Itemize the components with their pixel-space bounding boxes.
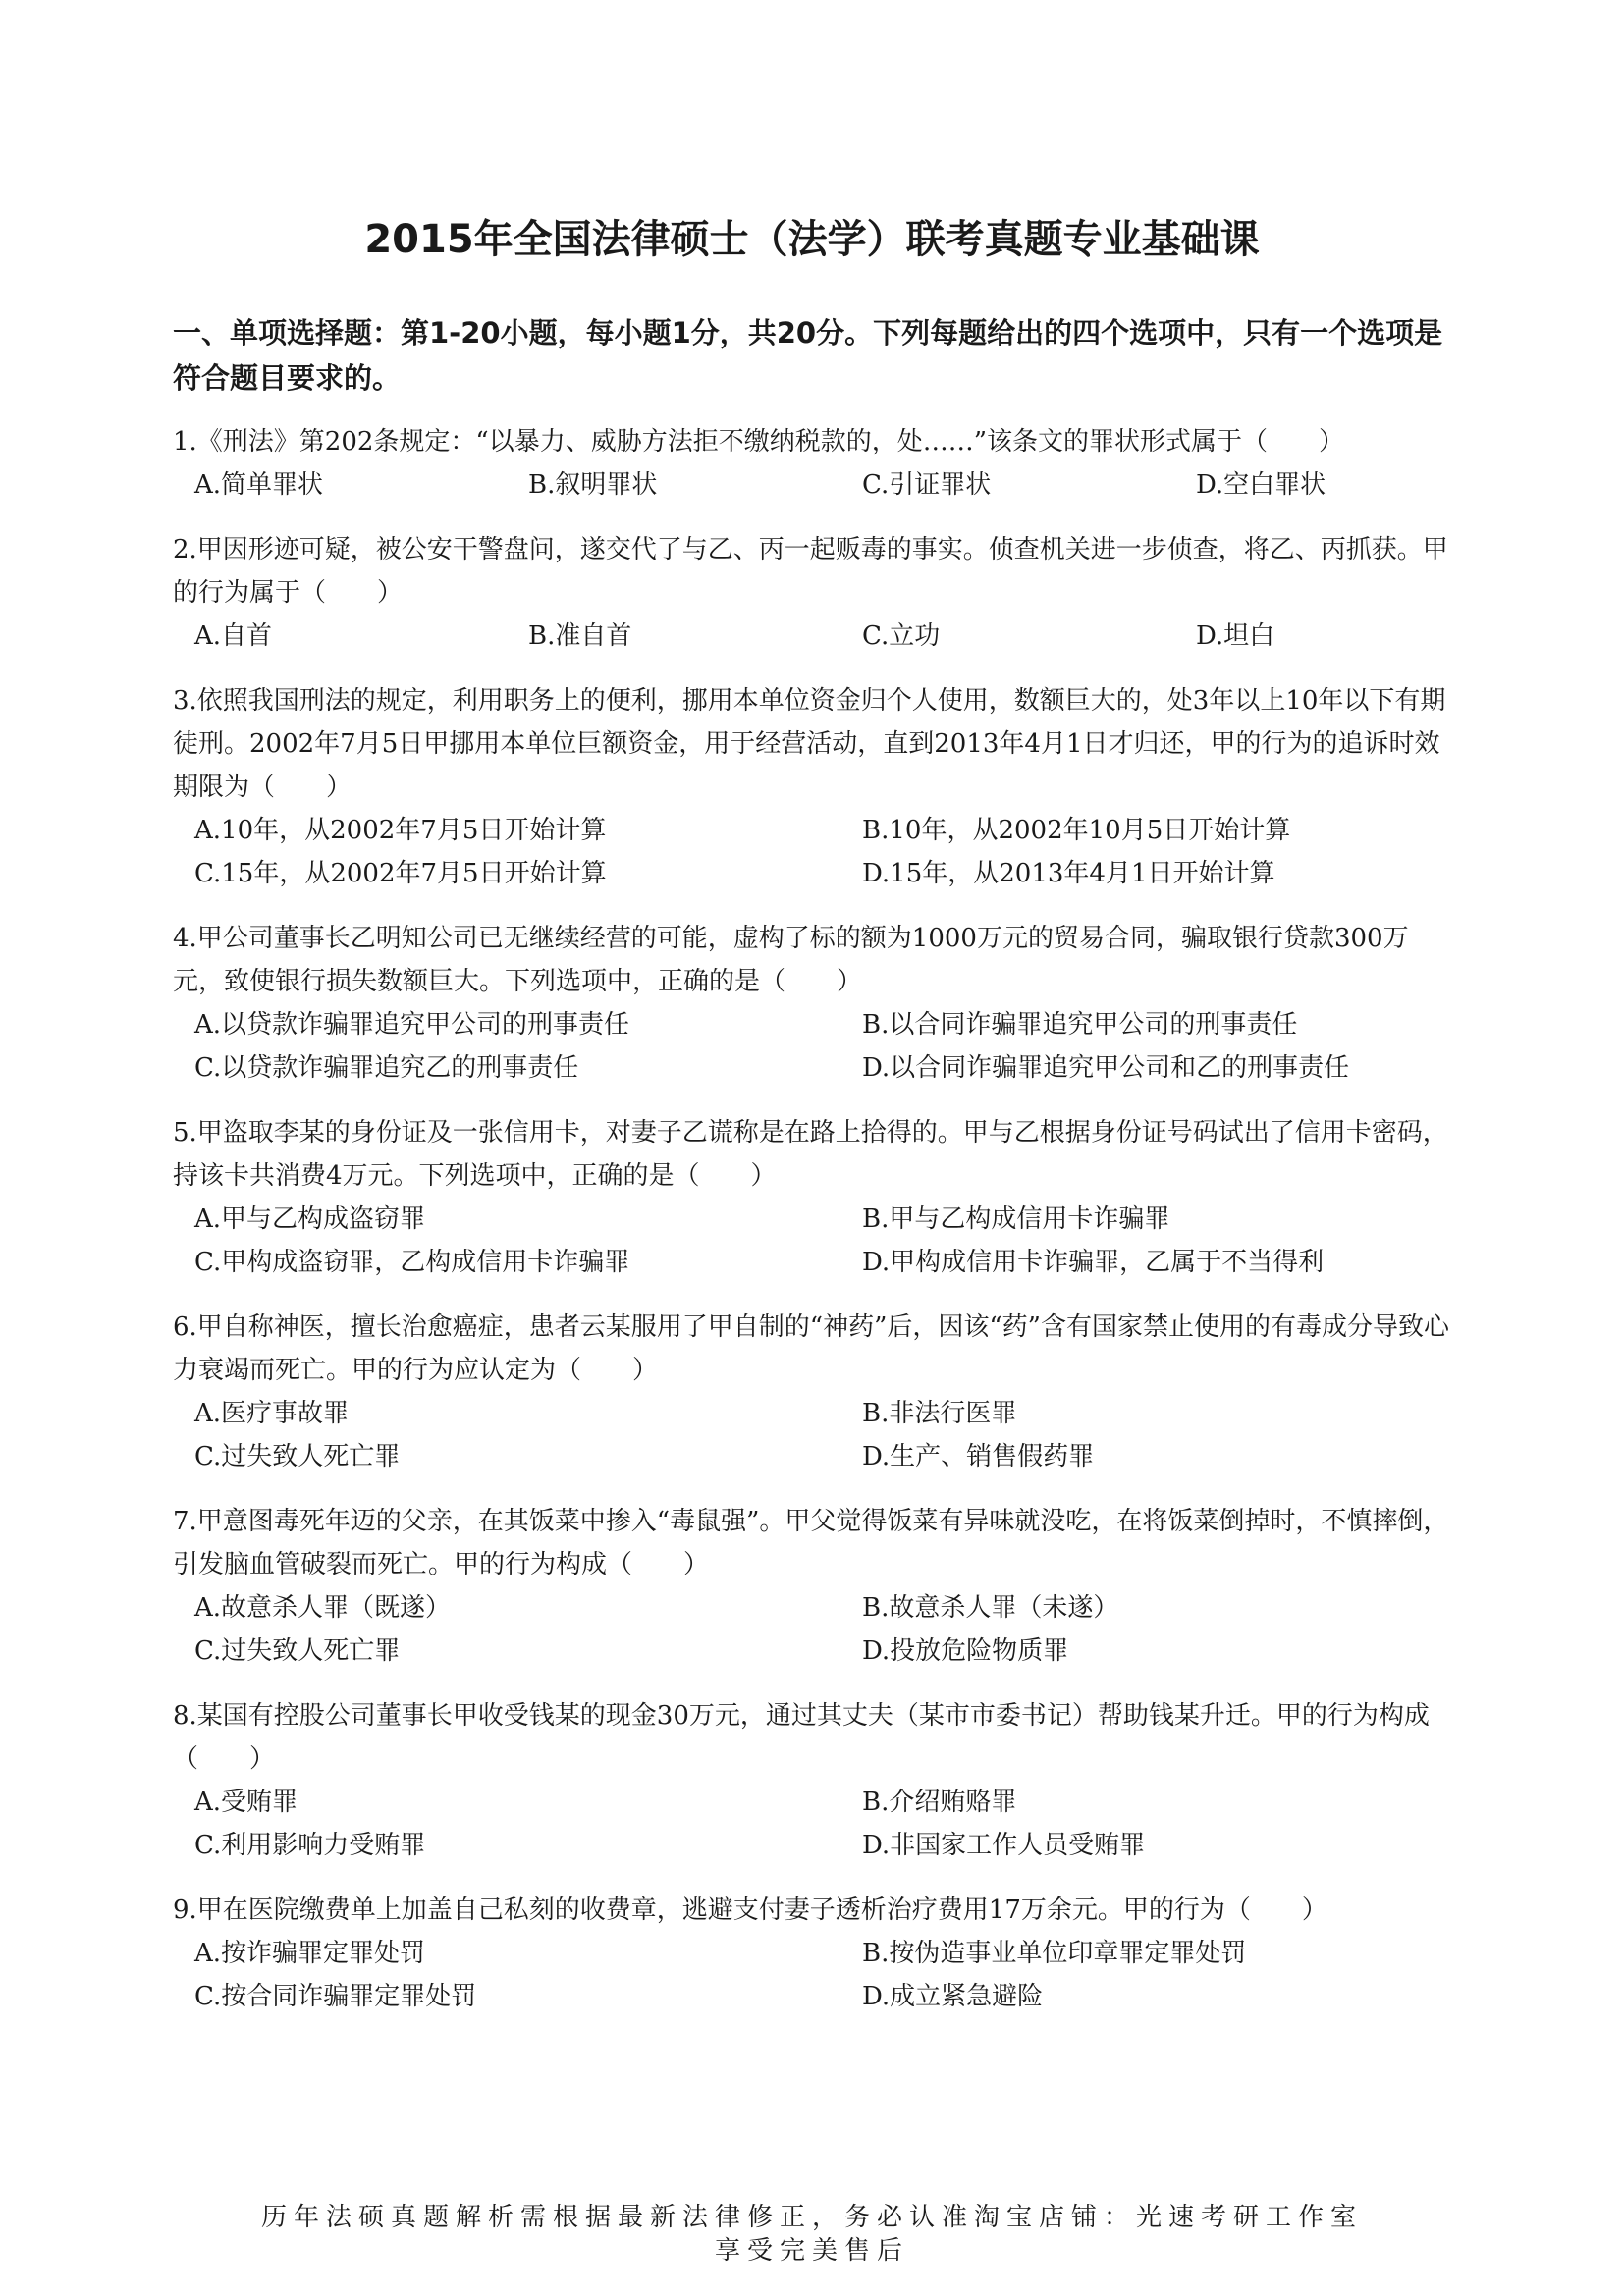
option-a: A.10年，从2002年7月5日开始计算 xyxy=(194,816,607,845)
option-a: A.甲与乙构成盗窃罪 xyxy=(194,1204,426,1234)
option-a: A.故意杀人罪（既遂） xyxy=(194,1593,452,1623)
option-list xyxy=(173,809,1459,895)
option-d: D.坦白 xyxy=(1196,621,1275,651)
question-list xyxy=(173,420,1459,2040)
question-stem: 5.甲盗取李某的身份证及一张信用卡，对妻子乙谎称是在路上拾得的。甲与乙根据身份证号码试出了信用卡密码，持该卡共消费4万元。下列选项中，正确的是（ ） xyxy=(173,1118,1448,1191)
option-list xyxy=(173,614,1459,658)
option-b: B.按伪造事业单位印章罪定罪处罚 xyxy=(862,1939,1247,1968)
option-b: B.以合同诈骗罪追究甲公司的刑事责任 xyxy=(862,1010,1298,1040)
question-stem: 4.甲公司董事长乙明知公司已无继续经营的可能，虚构了标的额为1000万元的贸易合同，骗取银行贷款300万元，致使银行损失数额巨大。下列选项中，正确的是（ ） xyxy=(173,924,1409,996)
option-b: B.非法行医罪 xyxy=(862,1399,1017,1428)
option-c: C.15年，从2002年7月5日开始计算 xyxy=(194,859,607,888)
option-list xyxy=(173,1198,1459,1284)
option-b: B.10年，从2002年10月5日开始计算 xyxy=(862,816,1291,845)
question-4 xyxy=(173,917,1459,1090)
option-list xyxy=(173,1003,1459,1090)
question-1 xyxy=(173,420,1459,507)
option-b: B.准自首 xyxy=(528,621,632,651)
option-b: B.介绍贿赂罪 xyxy=(862,1788,1017,1817)
option-a: A.医疗事故罪 xyxy=(194,1399,350,1428)
option-d: D.投放危险物质罪 xyxy=(862,1636,1069,1666)
section-heading: 一、单项选择题：第1-20小题，每小题1分，共20分。下列每题给出的四个选项中，只有一个选项是符合题目要求的。 xyxy=(173,316,1443,395)
question-stem: 8.某国有控股公司董事长甲收受钱某的现金30万元，通过其丈夫（某市市委书记）帮助钱某升迁。甲的行为构成（ ） xyxy=(173,1701,1430,1774)
option-list xyxy=(173,463,1459,507)
option-a: A.以贷款诈骗罪追究甲公司的刑事责任 xyxy=(194,1010,630,1040)
question-stem: 1.《刑法》第202条规定：“以暴力、威胁方法拒不缴纳税款的，处……”该条文的罪状形式属于（ ） xyxy=(173,427,1345,456)
option-c: C.以贷款诈骗罪追究乙的刑事责任 xyxy=(194,1053,579,1083)
question-5 xyxy=(173,1111,1459,1284)
footer-notice xyxy=(118,2201,1506,2268)
option-c: C.过失致人死亡罪 xyxy=(194,1442,401,1471)
option-list xyxy=(173,1932,1459,2018)
option-b: B.甲与乙构成信用卡诈骗罪 xyxy=(862,1204,1170,1234)
option-b: B.故意杀人罪（未遂） xyxy=(862,1593,1119,1623)
question-stem: 6.甲自称神医，擅长治愈癌症，患者云某服用了甲自制的“神药”后，因该“药”含有国家禁止使用的有毒成分导致心力衰竭而死亡。甲的行为应认定为（ ） xyxy=(173,1312,1449,1385)
option-a: A.简单罪状 xyxy=(194,470,324,500)
page-title: 2015年全国法律硕士（法学）联考真题专业基础课 xyxy=(364,217,1260,262)
option-d: D.非国家工作人员受贿罪 xyxy=(862,1831,1146,1860)
option-d: D.15年，从2013年4月1日开始计算 xyxy=(862,859,1275,888)
question-9 xyxy=(173,1889,1459,2018)
question-8 xyxy=(173,1694,1459,1867)
question-stem: 9.甲在医院缴费单上加盖自己私刻的收费章，逃避支付妻子透析治疗费用17万余元。甲的行为（ ） xyxy=(173,1896,1327,1925)
question-stem: 2.甲因形迹可疑，被公安干警盘问，遂交代了与乙、丙一起贩毒的事实。侦查机关进一步侦查，将乙、丙抓获。甲的行为属于（ ） xyxy=(173,535,1448,608)
option-a: A.受贿罪 xyxy=(194,1788,298,1817)
question-7 xyxy=(173,1500,1459,1673)
option-c: C.引证罪状 xyxy=(862,470,992,500)
option-c: C.立功 xyxy=(862,621,941,651)
option-list xyxy=(173,1586,1459,1673)
question-3 xyxy=(173,679,1459,895)
option-a: A.自首 xyxy=(194,621,273,651)
option-b: B.叙明罪状 xyxy=(528,470,658,500)
option-d: D.以合同诈骗罪追究甲公司和乙的刑事责任 xyxy=(862,1053,1350,1083)
option-d: D.成立紧急避险 xyxy=(862,1982,1044,2011)
question-2 xyxy=(173,528,1459,658)
option-d: D.空白罪状 xyxy=(1196,470,1326,500)
option-d: D.甲构成信用卡诈骗罪，乙属于不当得利 xyxy=(862,1248,1325,1277)
option-c: C.利用影响力受贿罪 xyxy=(194,1831,426,1860)
option-c: C.过失致人死亡罪 xyxy=(194,1636,401,1666)
footer-line-1: 历年法硕真题解析需根据最新法律修正，务必认准淘宝店铺：光速考研工作室 xyxy=(260,2203,1363,2232)
question-stem: 7.甲意图毒死年迈的父亲，在其饭菜中掺入“毒鼠强”。甲父觉得饭菜有异味就没吃，在将饭菜倒掉时，不慎摔倒，引发脑血管破裂而死亡。甲的行为构成（ ） xyxy=(173,1507,1449,1579)
option-c: C.甲构成盗窃罪，乙构成信用卡诈骗罪 xyxy=(194,1248,630,1277)
question-6 xyxy=(173,1306,1459,1478)
option-c: C.按合同诈骗罪定罪处罚 xyxy=(194,1982,477,2011)
option-list xyxy=(173,1392,1459,1478)
footer-line-2: 享受完美售后 xyxy=(714,2236,909,2266)
option-a: A.按诈骗罪定罪处罚 xyxy=(194,1939,426,1968)
question-stem: 3.依照我国刑法的规定，利用职务上的便利，挪用本单位资金归个人使用，数额巨大的，处3年以上10年以下有期徒刑。2002年7月5日甲挪用本单位巨额资金，用于经营活动，直到2013年4月1日才归还，甲的行为的追诉时效期限为（ ） xyxy=(173,686,1446,802)
option-list xyxy=(173,1781,1459,1867)
option-d: D.生产、销售假药罪 xyxy=(862,1442,1095,1471)
